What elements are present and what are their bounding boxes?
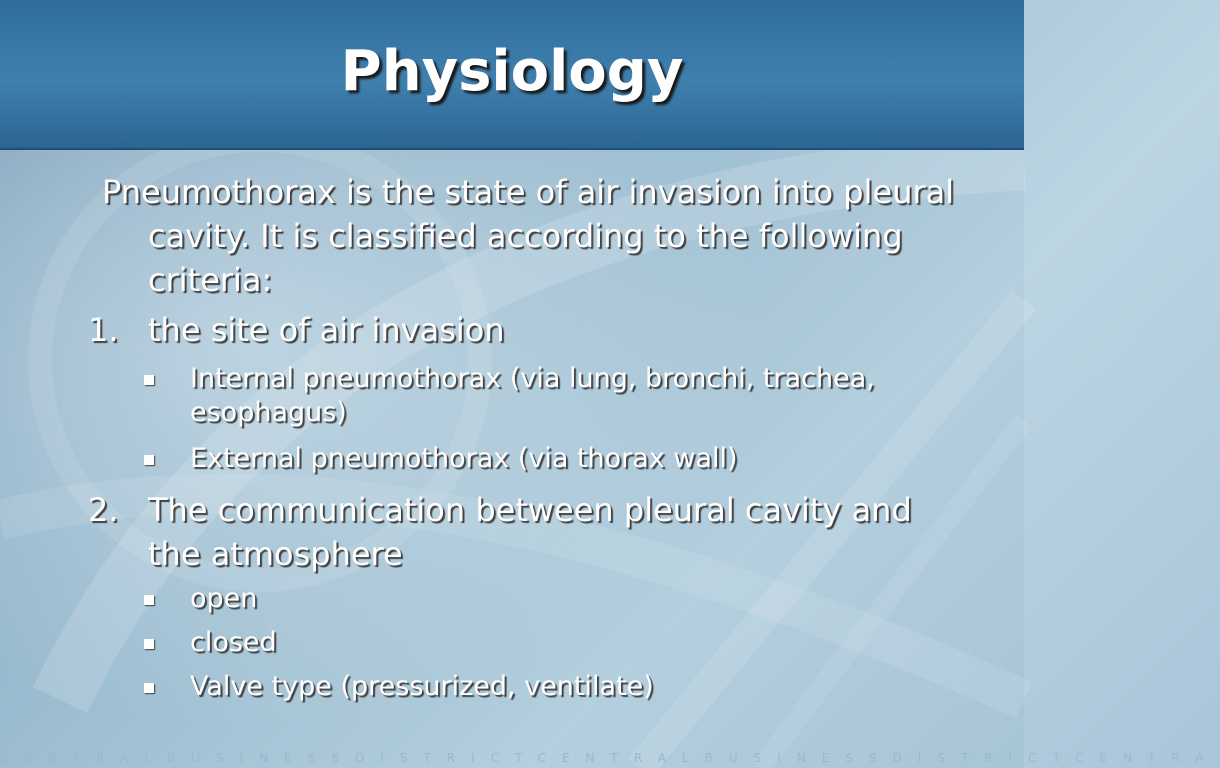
sub-item-text: Valve type (pressurized, ventilate) xyxy=(190,671,654,702)
sub-item-text: Internal pneumothorax (via lung, bronchi, trachea, esophagus) xyxy=(190,363,875,428)
square-bullet-icon xyxy=(144,595,154,605)
square-bullet-icon xyxy=(144,639,154,649)
item-text: The communication between pleural cavity and the atmosphere xyxy=(148,491,912,573)
square-bullet-icon xyxy=(144,455,154,465)
intro-paragraph: Pneumothorax is the state of air invasion into pleural cavity. It is classified according to the following criteria: xyxy=(102,173,955,299)
square-bullet-icon xyxy=(144,683,154,693)
item-number: 1. xyxy=(88,311,119,349)
item-number: 2. xyxy=(88,491,119,529)
item-text: the site of air invasion xyxy=(148,311,505,349)
sub-item-text: External pneumothorax (via thorax wall) xyxy=(190,443,738,474)
footer-watermark-text: CENTRALBUSINESSDISTRICTCENTRALBUSINESSDISTRICTCENTRA xyxy=(0,751,1220,765)
sub-item-text: open xyxy=(190,583,258,614)
square-bullet-icon xyxy=(144,375,154,385)
sub-item-text: closed xyxy=(190,627,277,658)
slide-title: Physiology xyxy=(340,39,684,104)
